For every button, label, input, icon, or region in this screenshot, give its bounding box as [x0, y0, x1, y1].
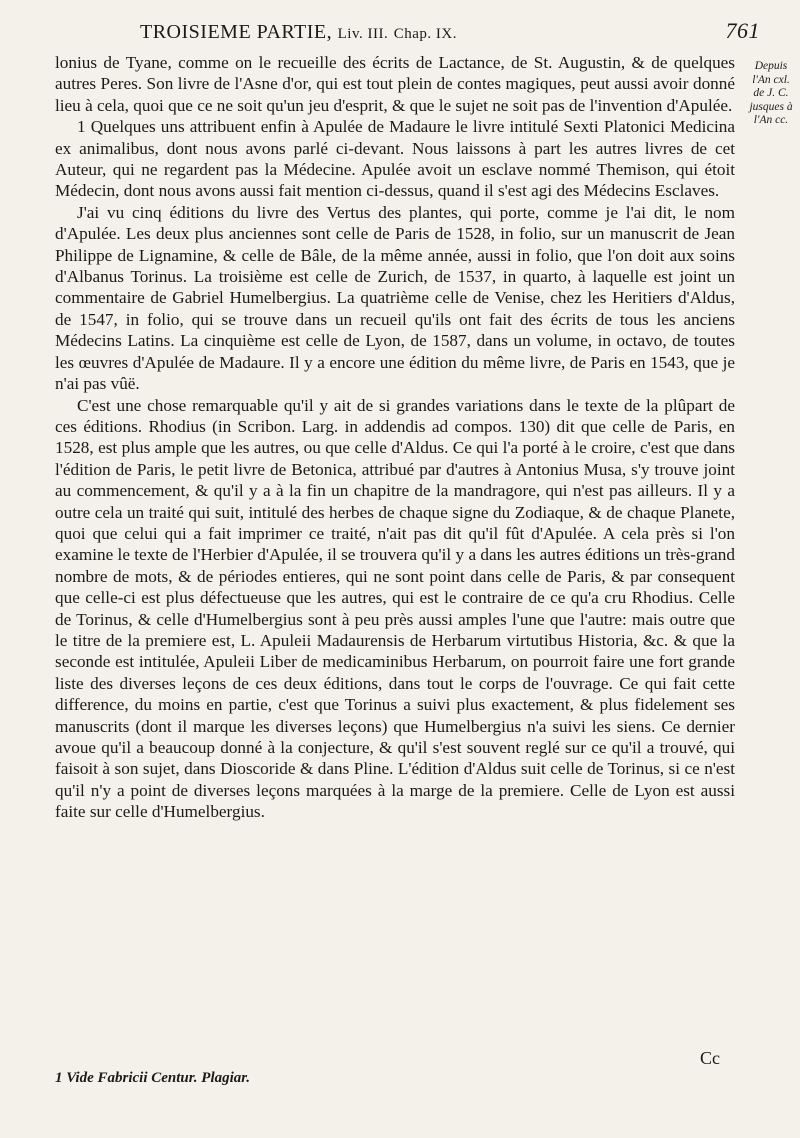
paragraph: lonius de Tyane, comme on le recueille des écrits de Lactance, de St. Augustin, & de quelques autres Peres. Son livre de l'Asne d'or, qui est tout plein de contes magiques, peut aussi avoir donné lieu à cela, quoi que ce ne soit qu'un jeu d'esprit, & que le sujet ne soit pas de l'invention d'Apulée. — [55, 53, 735, 115]
chapter-number: Chap. IX. — [393, 26, 457, 42]
margin-note: Depuis l'An cxl. de J. C. jusques à l'An cc. — [749, 60, 793, 126]
catchword: Cc — [700, 1048, 720, 1068]
paragraph: J'ai vu cinq éditions du livre des Vertus des plantes, qui porte, comme je l'ai dit, le nom d'Apulée. Les deux plus anciennes sont celle de Paris de 1528, in folio, sur un manuscrit de Jean Philippe de Lignamine, & celle de Bâle, de la même année, aussi in folio, que l'on doit aux soins d'Albanus Torinus. La troisième est celle de Zurich, de 1537, in quarto, à laquelle est joint un commentaire de Gabriel Humelbergius. La quatrième celle de Venise, chez les Heritiers d'Aldus, de 1547, in folio, qui se trouve dans un recueil qu'ils ont fait des écrits de tous les anciens Médecins Latins. La cinquième est celle de Lyon, de 1587, dans un volume, in octavo, de toutes les œuvres d'Apulée de Madaure. Il y a encore une édition du même livre, de Paris en 1543, que je n'ai pas vûë. — [55, 202, 735, 394]
book-number: Liv. III. — [337, 26, 389, 42]
part-title: TROISIEME PARTIE, — [140, 21, 333, 43]
paragraph: C'est une chose remarquable qu'il y ait de si grandes variations dans le texte de la plûpart de ces éditions. Rhodius (in Scribon. Larg. in addendis ad compos. 130) dit que celle de Paris, en 1528, est plus ample que les autres, ou que celle d'Aldus. Ce qui l'a porté à le croire, c'est que dans l'édition de Paris, le petit livre de Betonica, attribué par d'autres à Antonius Musa, s'y trouve joint au commencement, & qu'il y a à la fin un chapitre de la mandragore, qui n'est pas ailleurs. Il y a outre cela un traité qui suit, intitulé des herbes de chaque signe du Zodiaque, & de chaque Planete, quoi que celui qui a fait imprimer ce traité, n'ait pas dit qu'il fût d'Apulée. A cela près si l'on examine le texte de l'Herbier d'Apulée, il se trouvera qu'il y a dans les autres éditions un très-grand nombre de mots, & de périodes entieres, qui ne sont point dans celle de Paris, & par consequent que celle-ci est plus défectueuse que les autres, qui est le contraire de ce qu'a cru Rhodius. Celle de Torinus, & celle d'Humelbergius sont à peu près aussi amples l'une que l'autre: mais outre que le titre de la premiere est, L. Apuleii Madaurensis de Herbarum virtutibus Historia, &c. & que la seconde est intitulée, Apuleii Liber de medicaminibus Herbarum, on pourroit faire une fort grande liste des diverses leçons de ces deux éditions, dans tout le corps de l'ouvrage. Ce qui fait cette difference, du moins en partie, c'est que Torinus a suivi plus exactement, & plus fidelement ses manuscrits (dont il marque les diverses leçons) que Humelbergius n'a suivi les siens. Ce dernier avoue qu'il a beaucoup donné à la conjecture, & qu'il s'est souvent reglé sur ce qu'il a trouvé, qui faisoit à son sujet, dans Dioscoride & dans Pline. L'édition d'Aldus suit celle de Torinus, si ce n'est qu'il n'y a point de diverses leçons marquées à la marge de la premiere. Celle de Lyon est aussi faite sur celle d'Humelbergius. — [55, 395, 735, 822]
running-header — [140, 18, 760, 44]
paragraph: 1 Quelques uns attribuent enfin à Apulée de Madaure le livre intitulé Sexti Platonici Medicina ex animalibus, dont nous avons parlé ci-devant. Nous laissons à part les autres livres de cet Auteur, qui ne regardent pas la Médecine. Apulée avoit un esclave nommé Themison, qui étoit Médecin, dont nous avons aussi fait mention ci-dessus, quand il s'est agi des Médecins Esclaves. — [55, 117, 735, 201]
main-text — [55, 52, 735, 823]
footnote: 1 Vide Fabricii Centur. Plagiar. — [55, 1070, 251, 1086]
page-number: 761 — [725, 18, 760, 43]
running-head — [140, 21, 457, 44]
